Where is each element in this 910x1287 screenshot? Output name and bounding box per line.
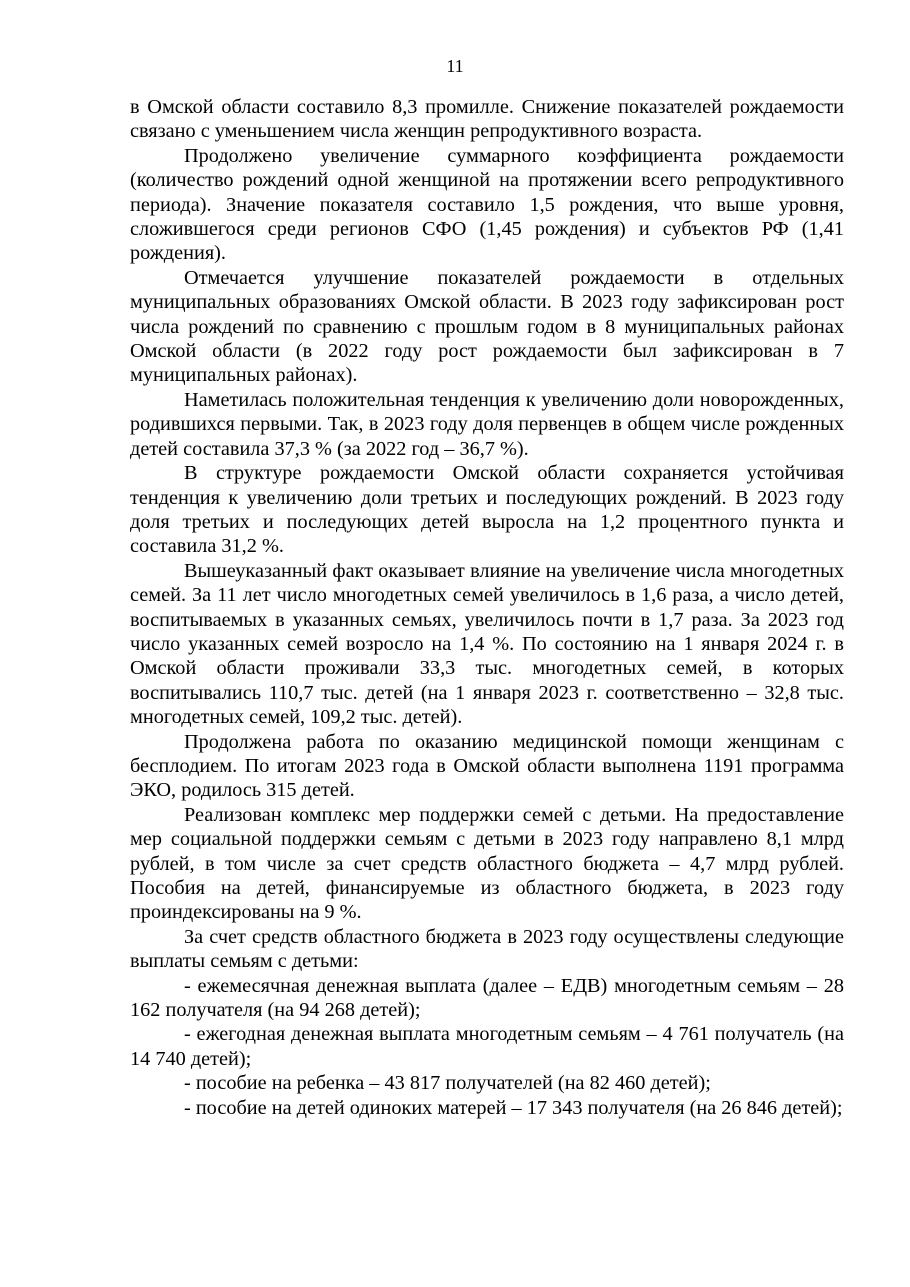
paragraph-third-births: В структуре рождаемости Омской области сохраняется устойчивая тенденция к увеличению доли третьих и последующих рождений. В 2023 году доля третьих и последующих детей выросла на 1,2 процентного пункта и составила 31,2 %. (130, 462, 844, 558)
paragraph-municipal-improvement: Отмечается улучшение показателей рождаемости в отдельных муниципальных образованиях Омской области. В 2023 году зафиксирован рост числа рождений по сравнению с прошлым годом в 8 муниципальных районах Омской области (в 2022 году рост рождаемости был зафиксирован в 7 муниципальных районах). (130, 266, 844, 387)
paragraph-ivf: Продолжена работа по оказанию медицинской помощи женщинам с бесплодием. По итогам 2023 года в Омской области выполнена 1191 программа ЭКО, родилось 315 детей. (130, 730, 844, 802)
paragraph-support-measures: Реализован комплекс мер поддержки семей с детьми. На предоставление мер социальной поддержки семьям с детьми в 2023 году направлено 8,1 млрд рублей, в том числе за счет средств областного бюджета – 4,7 млрд рублей. Пособия на детей, финансируемые из областного бюджета, в 2023 году проиндексированы на 9 %. (130, 803, 844, 924)
paragraph-payments-intro: За счет средств областного бюджета в 2023 году осуществлены следующие выплаты семьям с детьми: (130, 925, 844, 973)
list-item-single-mother-allowance: - пособие на детей одиноких матерей – 17 343 получателя (на 26 846 детей); (184, 1096, 843, 1119)
page-number: 11 (446, 56, 464, 76)
list-item-child-allowance: - пособие на ребенка – 43 817 получателей (на 82 460 детей); (184, 1072, 711, 1095)
paragraph-birth-rate-decline: в Омской области составило 8,3 промилле. Снижение показателей рождаемости связано с уменьшением числа женщин репродуктивного возраста. (130, 96, 844, 143)
list-item-annual-payment: - ежегодная денежная выплата многодетным семьям – 4 761 получатель (на 14 740 детей); (130, 1023, 844, 1070)
paragraph-firstborn-share: Наметилась положительная тенденция к увеличению доли новорожденных, родившихся первыми. Так, в 2023 году доля первенцев в общем числе рожденных детей составила 37,3 % (за 2022 год – 36,7 %). (130, 388, 844, 460)
list-item-monthly-payment: - ежемесячная денежная выплата (далее – ЕДВ) многодетным семьям – 28 162 получателя (на 94 268 детей); (130, 974, 844, 1022)
paragraph-fertility-coefficient: Продолжено увеличение суммарного коэффициента рождаемости (количество рождений одной женщиной на протяжении всего репродуктивного периода). Значение показателя составило 1,5 рождения, что выше уровня, сложившегося среди регионов СФО (1,45 рождения) и субъектов РФ (1,41 рождения). (130, 144, 844, 265)
body-text (130, 95, 844, 1120)
paragraph-large-families: Вышеуказанный факт оказывает влияние на увеличение числа многодетных семей. За 11 лет число многодетных семей увеличилось в 1,6 раза, а число детей, воспитываемых в указанных семьях, увеличилось почти в 1,7 раза. За 2023 год число указанных семей возросло на 1,4 %. По состоянию на 1 января 2024 г. в Омской области проживали 33,3 тыс. многодетных семей, в которых воспитывались 110,7 тыс. детей (на 1 января 2023 г. соответственно – 32,8 тыс. многодетных семей, 109,2 тыс. детей). (130, 559, 844, 729)
